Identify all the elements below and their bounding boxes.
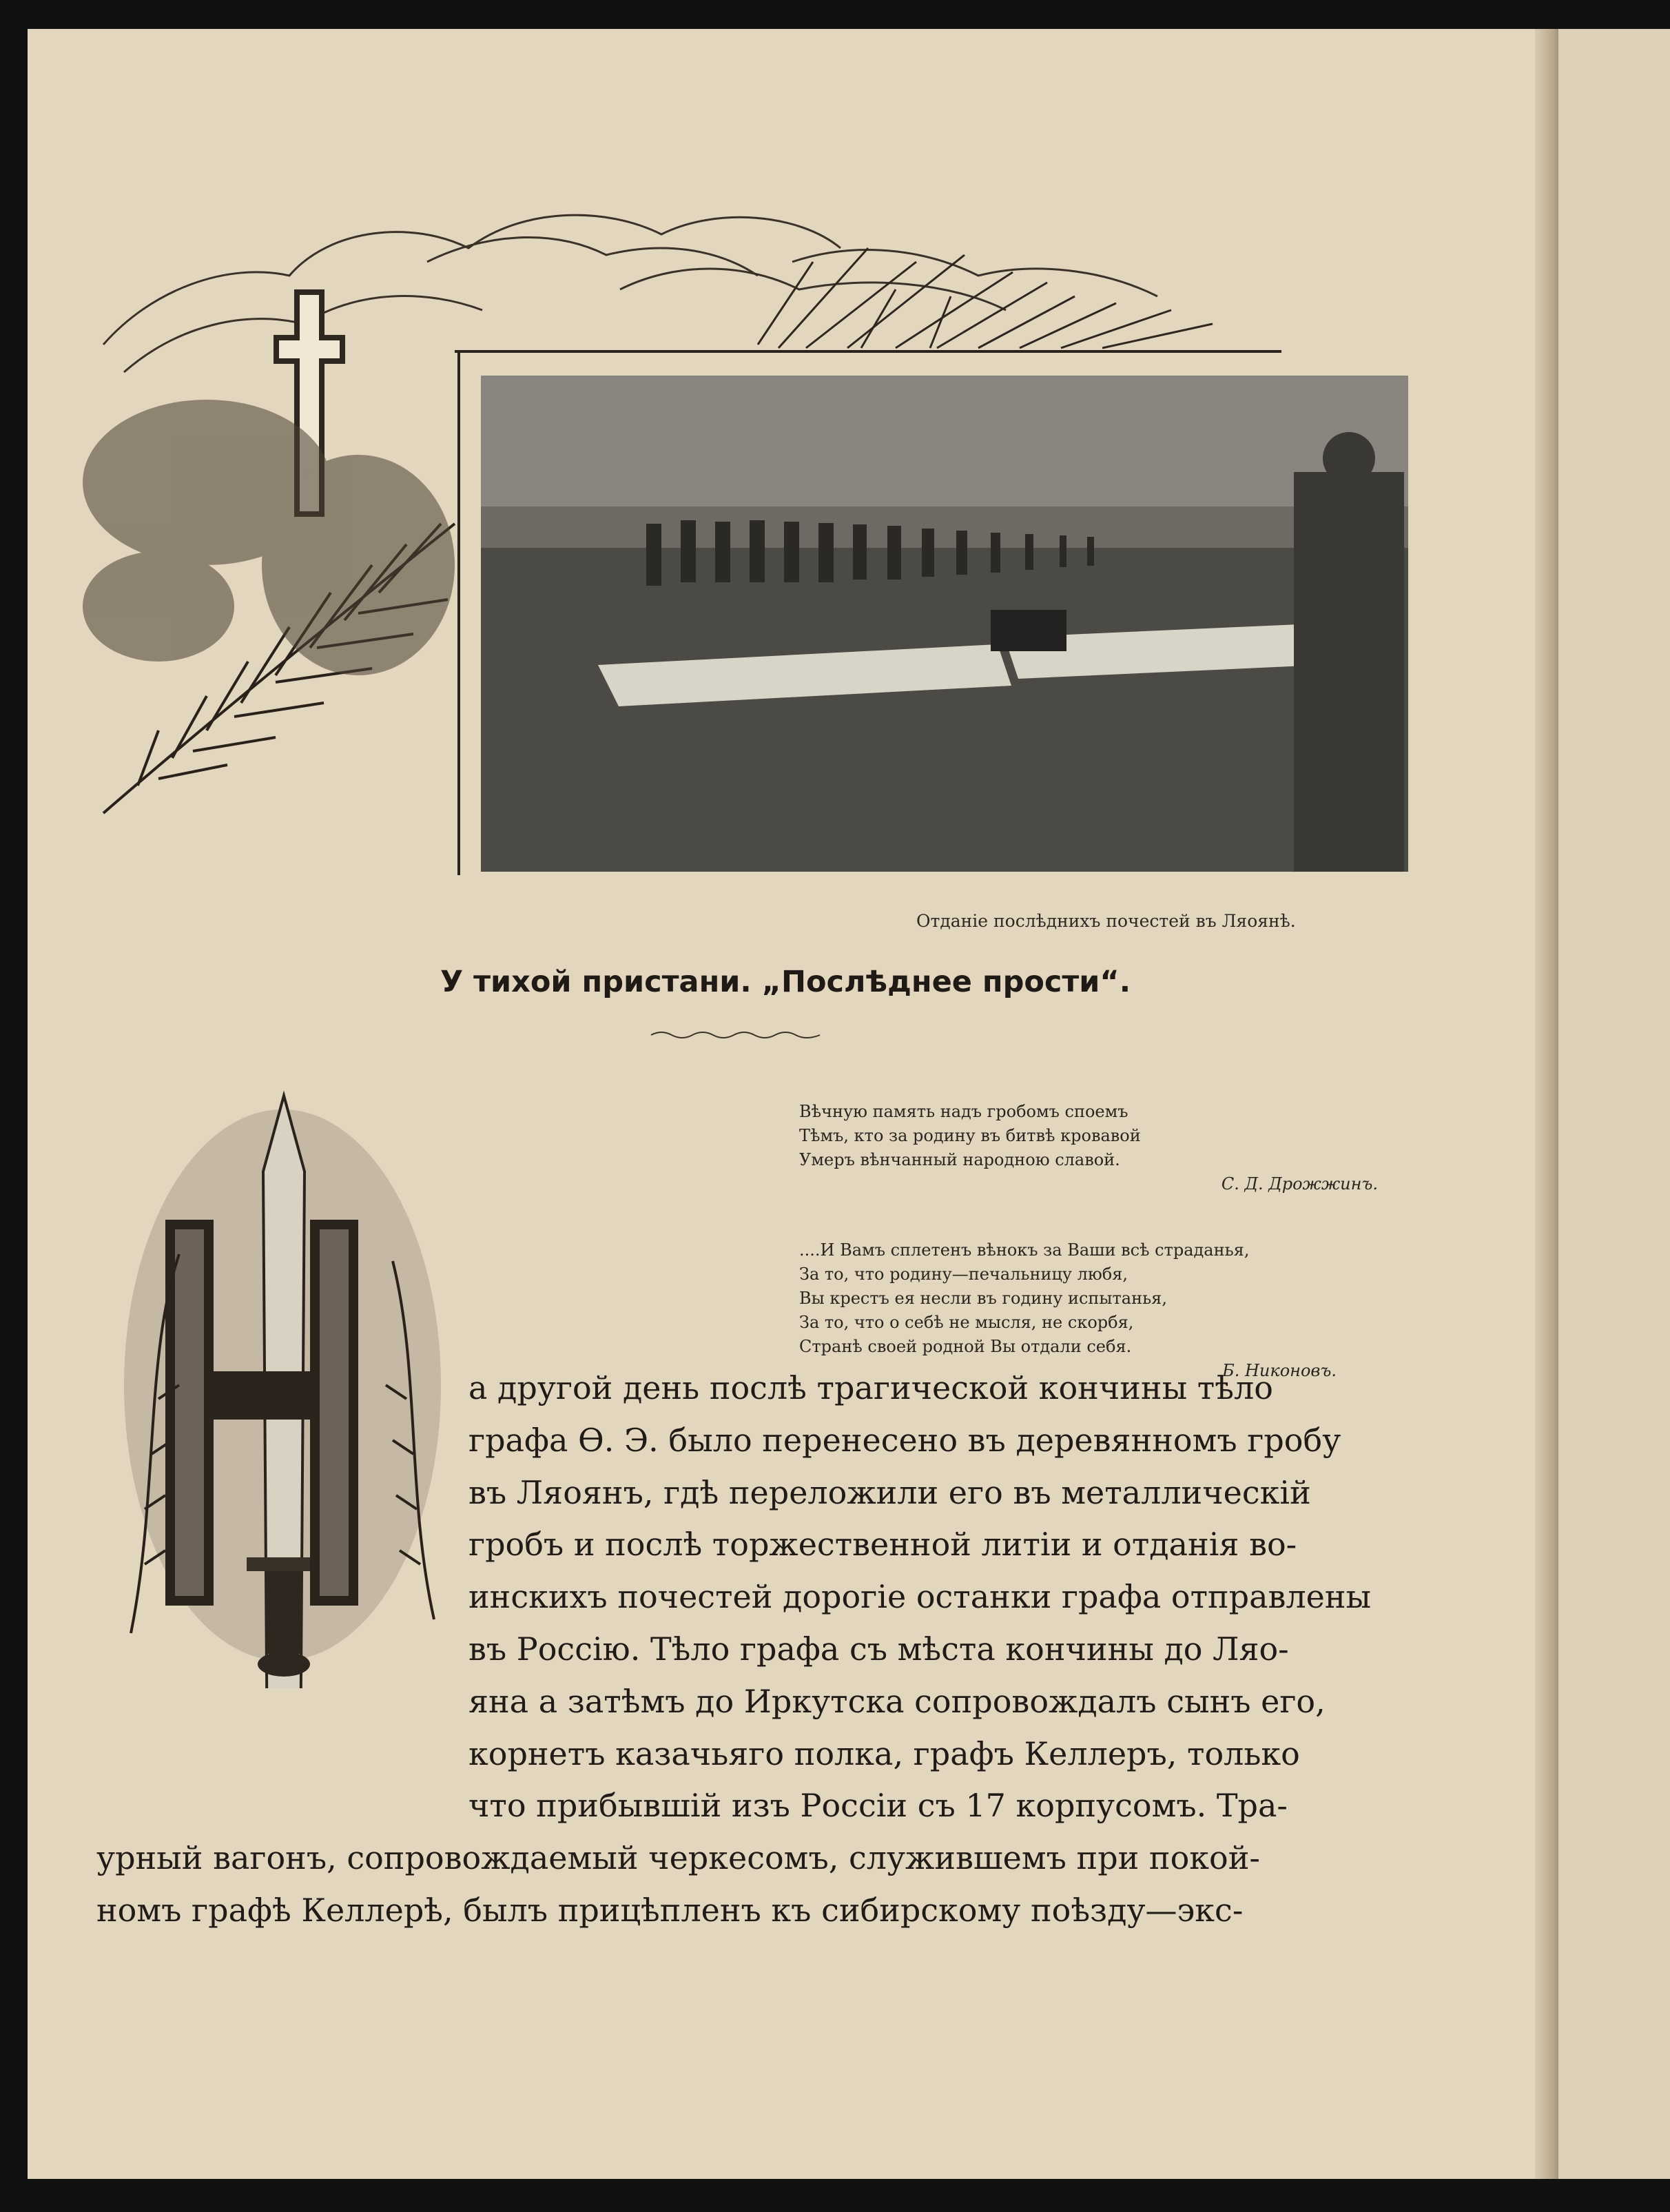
grass-ornament	[758, 248, 1213, 348]
poem-line: Тѣмъ, кто за родину въ битвѣ кровавой	[799, 1126, 1141, 1145]
epigraph-2	[799, 1238, 1516, 1383]
body-line: инскихъ почестей дорогіе останки графа отправлены	[468, 1578, 1372, 1615]
poem-line: Вы крестъ ея несли въ годину испытанья,	[799, 1289, 1167, 1308]
epigraph-1	[799, 1100, 1516, 1196]
poem-line: ....И Вамъ сплетенъ вѣнокъ за Ваши всѣ страданья,	[799, 1240, 1250, 1260]
poem-line: За то, что родину—печальницу любя,	[799, 1264, 1128, 1284]
body-line: номъ графѣ Келлерѣ, былъ прицѣпленъ къ сибирскому поѣзду—экс-	[96, 1892, 1244, 1929]
photo-funeral-honors	[481, 376, 1408, 872]
photo-caption: Отданіе послѣднихъ почестей въ Ляоянѣ.	[916, 911, 1296, 931]
photo-scene	[481, 376, 1408, 872]
body-line: въ Ляоянъ, гдѣ переложили его въ металлическій	[468, 1474, 1311, 1511]
body-line: урный вагонъ, сопровождаемый черкесомъ, служившемъ при покой-	[96, 1839, 1260, 1876]
poem-line: Умеръ вѣнчанный народною славой.	[799, 1150, 1120, 1169]
poem-line: Вѣчную память надъ гробомъ споемъ	[799, 1102, 1128, 1121]
poem-line: Странѣ своей родной Вы отдали себя.	[799, 1337, 1132, 1356]
cloud-ornament	[103, 215, 1157, 372]
body-line: гробъ и послѣ торжественной литіи и отданія во-	[468, 1526, 1297, 1563]
title-flourish	[648, 1028, 827, 1042]
poem-author: С. Д. Дрожжинъ.	[1221, 1174, 1378, 1194]
body-line: а другой день послѣ трагической кончины тѣло	[468, 1369, 1273, 1406]
body-line: корнетъ казачьяго полка, графъ Келлеръ, только	[468, 1735, 1300, 1772]
poem-line: За то, что о себѣ не мысля, не скорбя,	[799, 1313, 1134, 1332]
body-line: графа Ѳ. Э. было перенесено въ деревянномъ гробу	[468, 1422, 1341, 1459]
body-line: яна а затѣмъ до Иркутска сопровождалъ сынъ его,	[468, 1683, 1326, 1720]
drop-cap-initial	[103, 1082, 475, 1688]
standing-officers	[1294, 432, 1404, 872]
foliage-shading	[83, 400, 455, 675]
article-title: У тихой пристани. „Послѣднее прости“.	[440, 965, 1131, 999]
body-line: въ Россію. Тѣло графа съ мѣста кончины до Ляо-	[468, 1630, 1289, 1668]
poem-author: Б. Никоновъ.	[1222, 1361, 1337, 1380]
coffin	[991, 610, 1066, 651]
body-line: что прибывшій изъ Россіи съ 17 корпусомъ. Тра-	[468, 1787, 1288, 1824]
